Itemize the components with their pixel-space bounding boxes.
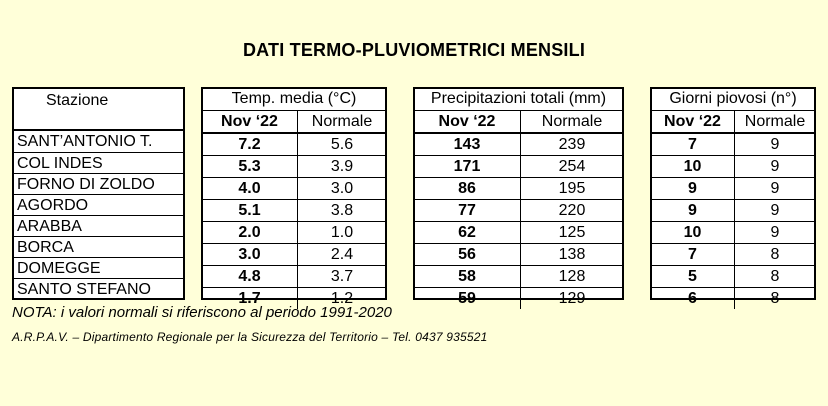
normal-value: 9 <box>735 178 816 200</box>
normal-value: 254 <box>521 156 624 178</box>
normal-value: 8 <box>735 244 816 266</box>
stations-panel <box>12 87 185 300</box>
current-value: 58 <box>414 266 521 288</box>
table-row <box>651 178 815 200</box>
precipitation-panel <box>413 87 624 307</box>
rain-days-current-header: Nov ‘22 <box>651 111 735 134</box>
normal-value: 138 <box>521 244 624 266</box>
station-name: BORCA <box>13 236 184 257</box>
table-row <box>414 134 623 156</box>
normal-value: 3.8 <box>298 200 387 222</box>
temperature-current-header: Nov ‘22 <box>202 111 298 134</box>
table-row <box>651 200 815 222</box>
current-value: 56 <box>414 244 521 266</box>
current-value: 6 <box>651 288 735 310</box>
station-name: COL INDES <box>13 152 184 173</box>
table-row <box>414 266 623 288</box>
table-row <box>651 134 815 156</box>
current-value: 171 <box>414 156 521 178</box>
normal-value: 9 <box>735 200 816 222</box>
normal-value: 3.9 <box>298 156 387 178</box>
current-value: 77 <box>414 200 521 222</box>
normal-value: 125 <box>521 222 624 244</box>
temperature-header: Temp. media (°C) <box>202 88 386 111</box>
precipitation-normal-header: Normale <box>521 111 624 134</box>
current-value: 4.0 <box>202 178 298 200</box>
table-row <box>651 156 815 178</box>
table-row <box>414 200 623 222</box>
rain-days-panel <box>650 87 816 307</box>
table-row <box>202 156 386 178</box>
temperature-normal-header: Normale <box>298 111 387 134</box>
temperature-values <box>202 134 386 309</box>
rain-days-values <box>651 134 815 309</box>
normal-value: 220 <box>521 200 624 222</box>
table-row <box>651 222 815 244</box>
table-row <box>651 266 815 288</box>
current-value: 1.7 <box>202 288 298 310</box>
normal-value: 3.0 <box>298 178 387 200</box>
normal-value: 8 <box>735 288 816 310</box>
page-title: DATI TERMO-PLUVIOMETRICI MENSILI <box>242 40 586 60</box>
current-value: 5.1 <box>202 200 298 222</box>
station-name: FORNO DI ZOLDO <box>13 173 184 194</box>
normal-value: 9 <box>735 134 816 156</box>
current-value: 143 <box>453 135 481 153</box>
table-row <box>202 178 386 200</box>
table-row <box>414 156 623 178</box>
table-row <box>202 222 386 244</box>
current-value: 62 <box>414 222 521 244</box>
normal-value: 195 <box>521 178 624 200</box>
station-name: DOMEGGE <box>13 257 184 278</box>
table-row <box>202 244 386 266</box>
precipitation-values <box>414 134 623 309</box>
current-value: 4.8 <box>202 266 298 288</box>
normal-value: 9 <box>735 156 816 178</box>
rain-days-header: Giorni piovosi (n°) <box>651 88 815 111</box>
current-value: 2.0 <box>202 222 298 244</box>
current-value: 9 <box>651 200 735 222</box>
normal-value: 1.0 <box>298 222 387 244</box>
current-value: 59 <box>414 288 521 310</box>
normal-value: 9 <box>735 222 816 244</box>
temperature-panel <box>201 87 387 307</box>
table-row <box>651 244 815 266</box>
table-row <box>414 244 623 266</box>
station-name: SANTO STEFANO <box>13 278 184 299</box>
current-value: 7.2 <box>238 135 261 153</box>
precipitation-current-header: Nov ‘22 <box>414 111 521 134</box>
current-value: 5 <box>651 266 735 288</box>
station-header: Stazione <box>13 88 184 131</box>
station-name: SANT’ANTONIO T. <box>17 133 153 150</box>
normal-value: 8 <box>735 266 816 288</box>
credit-line: A.R.P.A.V. – Dipartimento Regionale per la Sicurezza del Territorio – Tel. 0437 935521 <box>12 330 488 344</box>
table-row <box>414 222 623 244</box>
station-name: ARABBA <box>13 215 184 236</box>
normal-value: 239 <box>521 134 624 156</box>
normal-value: 3.7 <box>298 266 387 288</box>
normal-value: 129 <box>521 288 624 310</box>
current-value: 5.3 <box>202 156 298 178</box>
current-value: 9 <box>651 178 735 200</box>
current-value: 10 <box>651 222 735 244</box>
current-value: 86 <box>414 178 521 200</box>
current-value: 7 <box>688 135 697 153</box>
station-name: AGORDO <box>13 194 184 215</box>
station-list <box>13 131 184 299</box>
table-row <box>414 288 623 310</box>
normal-value: 1.2 <box>298 288 387 310</box>
table-row <box>414 178 623 200</box>
normal-value: 5.6 <box>298 134 387 156</box>
footnote: NOTA: i valori normali si riferiscono al periodo 1991-2020 <box>12 304 392 321</box>
current-value: 3.0 <box>202 244 298 266</box>
rain-days-normal-header: Normale <box>735 111 816 134</box>
precipitation-header: Precipitazioni totali (mm) <box>414 88 623 111</box>
table-row <box>651 288 815 310</box>
table-row <box>202 134 386 156</box>
table-row <box>202 200 386 222</box>
current-value: 7 <box>651 244 735 266</box>
normal-value: 2.4 <box>298 244 387 266</box>
current-value: 10 <box>651 156 735 178</box>
normal-value: 128 <box>521 266 624 288</box>
table-row <box>202 266 386 288</box>
